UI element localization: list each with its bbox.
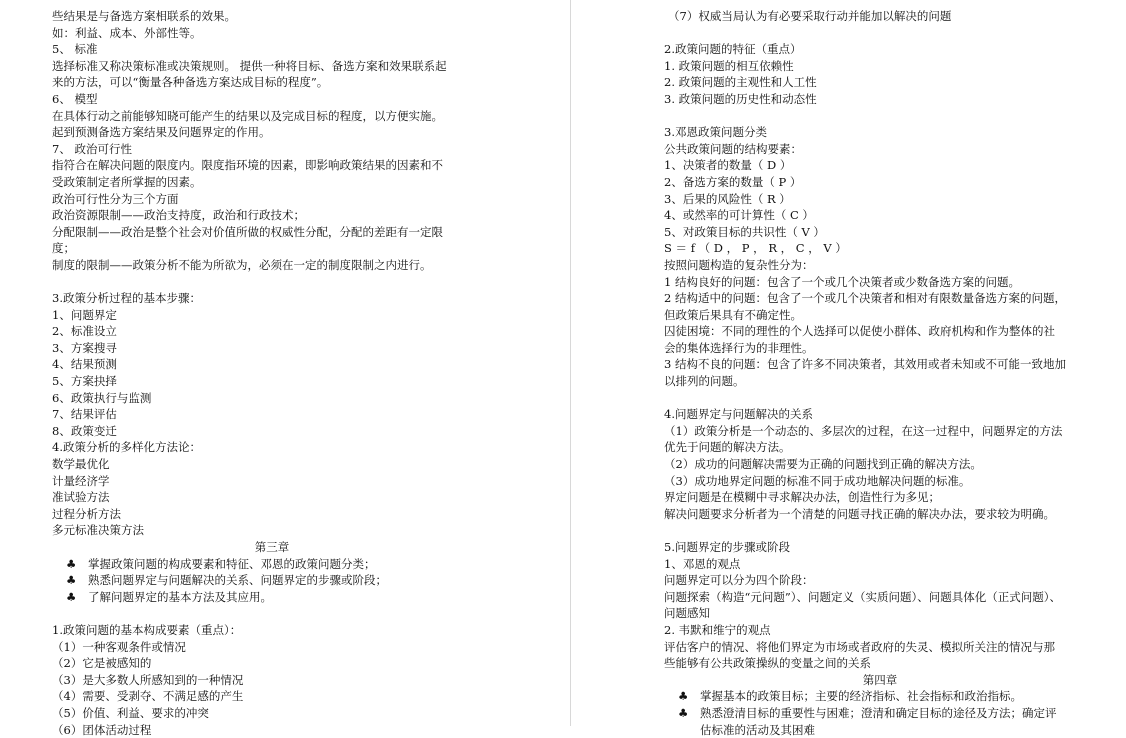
list-item: 8、政策变迁 xyxy=(52,423,117,438)
list-item: （4）需要、受剥夺、不满足感的产生 xyxy=(52,689,244,704)
bullet-text: 了解问题界定的基本方法及其应用。 xyxy=(88,589,272,604)
list-item: 1. 政策问题的相互依赖性 xyxy=(664,58,794,73)
section-heading: 2.政策问题的特征（重点） xyxy=(664,42,802,57)
section-heading: 5、 标准 xyxy=(52,42,98,57)
section-heading: 6、 模型 xyxy=(52,91,98,106)
text-line: 但政策后果具有不确定性。 xyxy=(664,307,802,322)
text-line: 公共政策问题的结构要素： xyxy=(664,141,802,156)
section-heading: 1.政策问题的基本构成要素（重点）： xyxy=(52,622,242,637)
list-item: 3、后果的风险性（ R ） xyxy=(664,191,791,206)
objective-bullet xyxy=(52,589,492,606)
text-line: 政治资源限制——政治支持度，政治和行政技术； xyxy=(52,208,305,223)
list-item: （7）权威当局认为有必要采取行动并能加以解决的问题 xyxy=(668,9,952,23)
text-line: 受政策制定者所掌握的因素。 xyxy=(52,174,202,189)
text-line: 以排列的问题。 xyxy=(664,374,745,389)
objective-bullet xyxy=(52,572,492,589)
list-item: 2、标准设立 xyxy=(52,324,117,339)
list-item: （1）一种客观条件或情况 xyxy=(52,639,186,654)
text-line: 2 结构适中的问题：包含了一个或几个决策者和相对有限数量备选方案的问题， xyxy=(664,291,1066,306)
text-line: 3 结构不良的问题：包含了许多不同决策者，其效用或者未知或不可能一致地加 xyxy=(664,357,1066,372)
list-item: 3、方案搜寻 xyxy=(52,340,117,355)
text-line: 囚徒困境：不同的理性的个人选择可以促使小群体、政府机构和作为整体的社 xyxy=(664,324,1055,339)
text-line: 优先于问题的解决方法。 xyxy=(664,440,791,455)
list-item: （1）政策分析是一个动态的、多层次的过程，在这一过程中，问题界定的方法 xyxy=(664,423,1063,438)
list-item: 5、方案抉择 xyxy=(52,374,117,389)
list-item: 6、政策执行与监测 xyxy=(52,390,152,405)
bullet-text: 熟悉问题界定与问题解决的关系、问题界定的步骤或阶段； xyxy=(88,573,387,588)
text-line: 度； xyxy=(52,241,75,256)
objective-bullet xyxy=(664,688,1096,705)
text-line: 些结果是与备选方案相联系的效果。 xyxy=(52,9,236,23)
club-bullet-icon: ♣ xyxy=(678,705,689,720)
text-line: 问题感知 xyxy=(664,606,710,621)
list-item: 5、对政策目标的共识性（ V ） xyxy=(664,224,825,239)
right-page xyxy=(664,8,1096,738)
list-item: 4、结果预测 xyxy=(52,357,117,372)
list-item: 4、或然率的可计算性（ C ） xyxy=(664,208,814,223)
text-line: 问题探索（构造“元问题”）、问题定义（实质问题）、问题具体化（正式问题）、 xyxy=(664,589,1062,604)
list-item: 1、决策者的数量（ D ） xyxy=(664,158,792,173)
text-line: 界定问题是在模糊中寻求解决办法，创造性行为多见； xyxy=(664,490,940,505)
list-item: 计量经济学 xyxy=(52,473,110,488)
text-line: 来的方法，可以“衡量各种备选方案达成目标的程度”。 xyxy=(52,75,329,90)
list-item: 过程分析方法 xyxy=(52,506,121,521)
left-page xyxy=(52,8,492,738)
bullet-continuation: 估标准的活动及其困难 xyxy=(700,722,815,737)
text-line: 分配限制——政治是整个社会对价值所做的权威性分配，分配的差距有一定限 xyxy=(52,224,443,239)
text-line: 制度的限制——政策分析不能为所欲为，必须在一定的制度限制之内进行。 xyxy=(52,257,432,272)
list-item: （6）团体活动过程 xyxy=(52,722,152,737)
list-item: 3. 政策问题的历史性和动态性 xyxy=(664,91,817,106)
list-item: 7、结果评估 xyxy=(52,407,117,422)
text-line: 在具体行动之前能够知晓可能产生的结果以及完成目标的程度，以方便实施。 xyxy=(52,108,443,123)
club-bullet-icon: ♣ xyxy=(66,573,77,588)
text-line: 解决问题要求分析者为一个清楚的问题寻找正确的解决办法，要求较为明确。 xyxy=(664,506,1055,521)
list-item: （3）是大多数人所感知到的一种情况 xyxy=(52,672,244,687)
text-line: 1 结构良好的问题：包含了一个或几个决策者或少数备选方案的问题。 xyxy=(664,274,1020,289)
text-line: 评估客户的情况、将他们界定为市场或者政府的失灵、模拟所关注的情况与那 xyxy=(664,639,1055,654)
list-item: （2）它是被感知的 xyxy=(52,656,152,671)
section-heading: 5.问题界定的步骤或阶段 xyxy=(664,540,790,554)
text-line: 起到预测备选方案结果及问题界定的作用。 xyxy=(52,125,271,140)
text-line: 按照问题构造的复杂性分为： xyxy=(664,257,814,272)
bullet-text: 掌握政策问题的构成要素和特征、邓恩的政策问题分类； xyxy=(88,556,376,571)
club-bullet-icon: ♣ xyxy=(66,589,77,604)
club-bullet-icon: ♣ xyxy=(678,689,689,704)
list-item: 2、备选方案的数量（ P ） xyxy=(664,174,802,189)
list-item: 2. 政策问题的主观性和人工性 xyxy=(664,75,817,90)
list-item: 准试验方法 xyxy=(52,490,110,505)
list-item: 多元标准决策方法 xyxy=(52,523,144,538)
text-line: 2. 韦默和维宁的观点 xyxy=(664,622,771,637)
blank-line xyxy=(664,390,1096,407)
list-item: （3）成功地界定问题的标准不同于成功地解决问题的标准。 xyxy=(664,473,971,488)
text-line: 会的集体选择行为的非理性。 xyxy=(664,340,814,355)
list-item: （2）成功的问题解决需要为正确的问题找到正确的解决方法。 xyxy=(664,457,982,472)
text-line: 选择标准又称决策标准或决策规则。 提供一种将目标、备选方案和效果联系起 xyxy=(52,58,447,73)
text-line: 如：利益、成本、外部性等。 xyxy=(52,25,202,40)
bullet-text: 熟悉澄清目标的重要性与困难；澄清和确定目标的途径及方法；确定评 xyxy=(700,705,1057,720)
text-line: 政治可行性分为三个方面 xyxy=(52,191,179,206)
objective-bullet xyxy=(52,556,492,573)
section-heading: 3.邓恩政策问题分类 xyxy=(664,125,767,140)
formula: S ＝ f （ D ， P ， R ， C ， V ） xyxy=(664,241,847,256)
club-bullet-icon: ♣ xyxy=(66,556,77,571)
text-line: 问题界定可以分为四个阶段： xyxy=(664,573,814,588)
list-item: （5）价值、利益、要求的冲突 xyxy=(52,705,209,720)
section-heading: 4.问题界定与问题解决的关系 xyxy=(664,407,813,422)
blank-line xyxy=(664,522,1096,539)
text-line: 1、邓恩的观点 xyxy=(664,556,741,571)
text-line: 些能够有公共政策操纵的变量之间的关系 xyxy=(664,656,871,671)
blank-line xyxy=(664,108,1096,125)
chapter-title: 第四章 xyxy=(862,672,898,687)
section-heading: 7、 政治可行性 xyxy=(52,141,132,156)
blank-line xyxy=(664,25,1096,42)
section-heading: 4.政策分析的多样化方法论： xyxy=(52,440,201,455)
bullet-text: 掌握基本的政策目标；主要的经济指标、社会指标和政治指标。 xyxy=(700,689,1022,704)
list-item: 数学最优化 xyxy=(52,457,110,472)
list-item: 1、问题界定 xyxy=(52,307,117,322)
blank-line xyxy=(52,274,492,291)
section-heading: 3.政策分析过程的基本步骤： xyxy=(52,291,201,306)
text-line: 指符合在解决问题的限度内。限度指环境的因素，即影响政策结果的因素和不 xyxy=(52,158,443,173)
blank-line xyxy=(52,605,492,622)
chapter-title: 第三章 xyxy=(254,540,290,554)
page-divider xyxy=(570,0,571,726)
objective-bullet xyxy=(664,705,1096,722)
